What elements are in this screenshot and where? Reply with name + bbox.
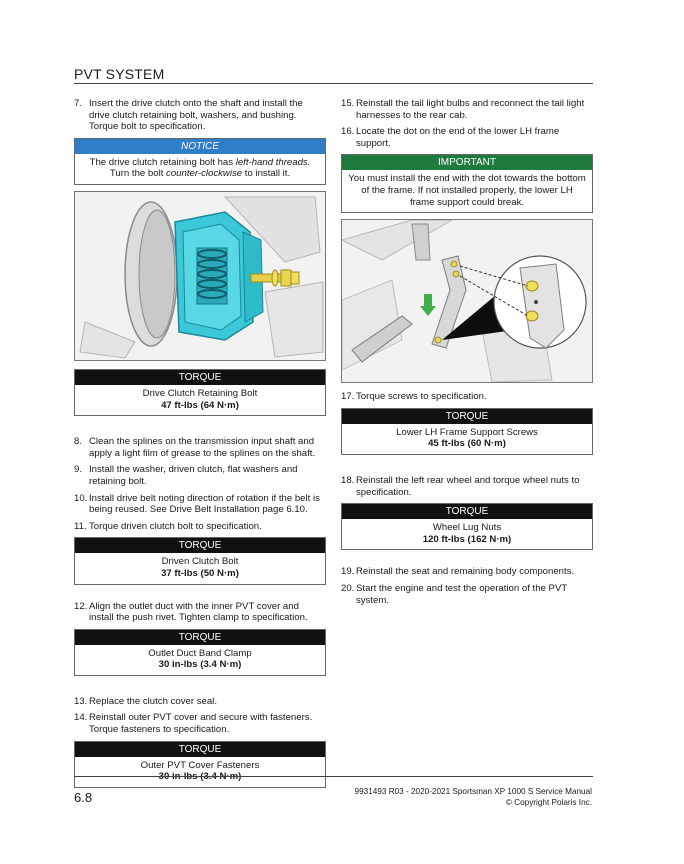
footer-rule [74,776,593,777]
step-text: Align the outlet duct with the inner PVT cover and install the push rivet. Tighten clamp to specification. [89,600,308,624]
step-8 [74,436,326,459]
torque-label: TORQUE [342,409,592,424]
torque-name: Wheel Lug Nuts [432,522,502,534]
torque-value [81,771,319,783]
torque-body [75,645,325,675]
page-header-title: PVT SYSTEM [74,66,165,82]
step-text: Clean the splines on the transmission input shaft and apply a light film of grease to the splines on the shaft. [89,436,316,459]
step-20 [341,583,593,606]
step-number: 14. [74,712,88,724]
torque-name: Driven Clutch Bolt [161,556,239,568]
notice-text [75,154,325,184]
frame-support-illustration [341,219,593,383]
header-rule [74,83,593,84]
torque-value: 30 in-lbs (3.4 N·m) [158,659,242,671]
torque-body [75,385,325,415]
important-box [341,154,593,213]
torque-value: 45 ft-lbs (60 N·m) [428,438,506,450]
step-11 [74,521,326,533]
step-10 [74,493,326,516]
step-text: Reinstall outer PVT cover and secure with fasteners. Torque fasteners to specification. [89,712,313,736]
torque-box-frame-support [341,408,593,455]
left-column [74,98,326,794]
step-number: 8. [74,436,83,448]
step-number: 9. [74,464,83,476]
step-13 [74,696,326,708]
step-number: 10. [74,492,88,504]
step-text: Start the engine and test the operation of the PVT system. [356,582,568,606]
step-number: 17. [341,391,355,403]
step-text: Install drive belt noting direction of rotation if the belt is being reused. See Drive Belt Installation page 6.10. [89,492,320,516]
torque-body [342,424,592,454]
step-9 [74,464,326,487]
footer-info [355,787,592,808]
torque-box-driven-clutch [74,537,326,584]
step-7 [74,98,326,133]
step-text: Locate the dot on the end of the lower LH frame support. [356,126,560,149]
notice-text-2: Turn the bolt [109,168,167,180]
step-text: Reinstall the left rear wheel and torque wheel nuts to specification. [356,474,580,498]
step-12 [74,601,326,624]
step-number: 20. [341,582,355,594]
step-number: 16. [341,126,355,138]
step-text: Install the washer, driven clutch, flat washers and retaining bolt. [89,464,298,487]
step-18 [341,475,593,498]
step-text: Reinstall the tail light bulbs and reconnect the tail light harnesses to the rear cab. [356,98,585,121]
step-text: Torque screws to specification. [356,391,487,403]
torque-label: TORQUE [75,742,325,757]
torque-value: 120 ft-lbs (162 N·m) [422,533,512,545]
torque-name: Outlet Duct Band Clamp [148,647,252,659]
drive-clutch-illustration [74,191,326,361]
step-number: 18. [341,474,355,486]
step-15 [341,98,593,121]
page-number: 6.8 [74,790,93,805]
torque-name: Lower LH Frame Support Screws [396,426,538,438]
torque-name: Outer PVT Cover Fasteners [140,759,260,771]
step-number: 13. [74,695,88,707]
step-text: Replace the clutch cover seal. [89,695,217,707]
notice-box [74,138,326,185]
notice-emphasis-2: counter-clockwise [166,168,243,180]
torque-label: TORQUE [75,630,325,645]
important-label: IMPORTANT [342,155,592,170]
step-number: 7. [74,98,83,109]
torque-label: TORQUE [75,538,325,553]
notice-label: NOTICE [75,139,325,154]
torque-value: 37 ft-lbs (50 N·m) [161,567,239,579]
torque-name: Drive Clutch Retaining Bolt [142,387,258,399]
important-text: You must install the end with the dot towards the bottom of the frame. If not installed properly, the lower LH frame support could break. [348,173,586,208]
step-17 [341,391,593,403]
torque-box-wheel-lug-nuts [341,503,593,550]
step-number: 19. [341,566,355,578]
step-number: 12. [74,600,88,612]
torque-box-outer-cover [74,741,326,788]
step-text: Insert the drive clutch onto the shaft and install the drive clutch retaining bolt, washers, and bushing. Torque bolt to specification. [89,98,303,133]
step-number: 11. [74,520,87,532]
step-16 [341,126,593,149]
step-text: Torque driven clutch bolt to specification. [89,520,262,532]
torque-label: TORQUE [75,370,325,385]
torque-body [342,519,592,549]
torque-value: 47 ft-lbs (64 N·m) [161,399,239,411]
notice-emphasis-1: left-hand threads. [235,156,311,168]
torque-body [75,757,325,787]
manual-title: 9931493 R03 - 2020-2021 Sportsman XP 1000 S Service Manual [354,787,592,796]
right-column [341,98,593,611]
step-14 [74,712,326,735]
step-number: 15. [341,98,355,109]
notice-text-3: to install it. [242,168,291,180]
torque-label: TORQUE [342,504,592,519]
torque-body [75,553,325,583]
step-text: Reinstall the seat and remaining body components. [356,566,575,578]
torque-box-outlet-duct [74,629,326,676]
torque-box-drive-clutch [74,369,326,416]
copyright: © Copyright Polaris Inc. [505,797,592,807]
notice-text-1: The drive clutch retaining bolt has [89,156,236,168]
step-19 [341,566,593,578]
